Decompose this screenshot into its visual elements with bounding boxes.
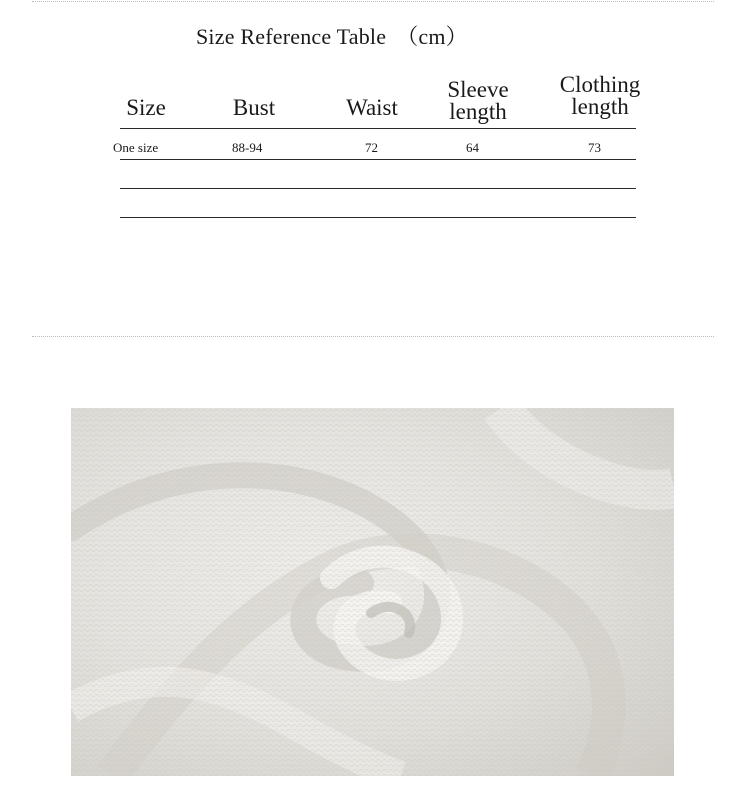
title-unit: （cm） xyxy=(396,24,468,49)
cell-size: One size xyxy=(113,140,159,155)
row-rule xyxy=(120,188,636,189)
header-waist: Waist xyxy=(346,95,398,120)
header-rule xyxy=(120,128,636,129)
cell-waist: 72 xyxy=(365,140,378,155)
section-divider xyxy=(32,336,714,337)
cell-sleeve-length: 64 xyxy=(466,140,479,155)
header-size: Size xyxy=(126,95,166,120)
header-clothing-length: Clothing length xyxy=(559,72,641,119)
header-bust: Bust xyxy=(232,95,276,120)
top-divider xyxy=(32,1,714,2)
header-sleeve-length: Sleeve length xyxy=(447,77,509,124)
cell-bust: 88-94 xyxy=(232,140,263,155)
title-text: Size Reference Table xyxy=(196,24,387,49)
row-rule xyxy=(120,159,636,160)
fabric-closeup-photo xyxy=(71,408,674,776)
size-table-title xyxy=(196,20,468,51)
row-rule xyxy=(120,217,636,218)
cell-clothing-length: 73 xyxy=(588,140,601,155)
